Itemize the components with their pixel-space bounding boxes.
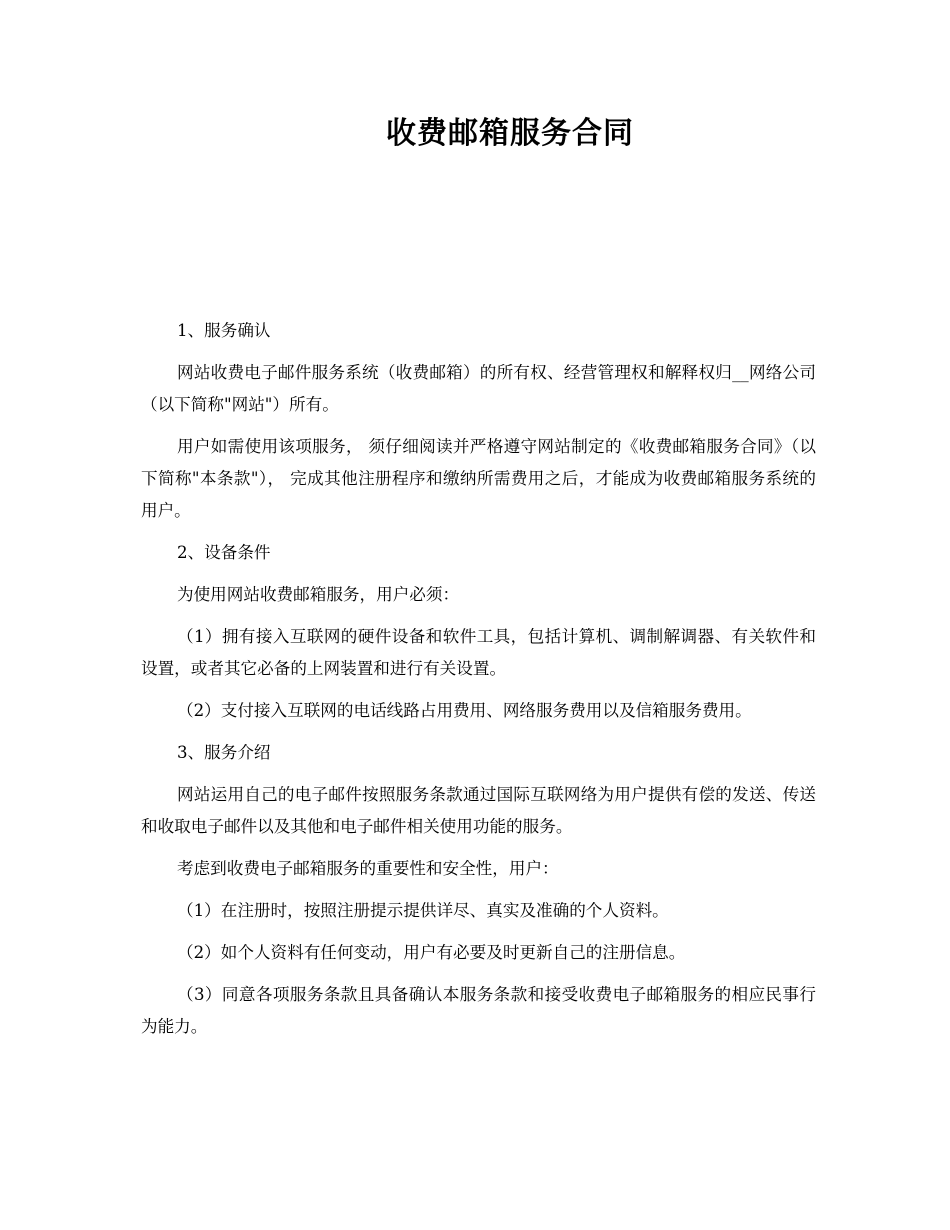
paragraph-security-intro: 考虑到收费电子邮箱服务的重要性和安全性，用户：: [177, 859, 559, 878]
paragraph-ownership: 网站收费电子邮件服务系统（收费邮箱）的所有权、经营管理权和解释权归__网络公司（以下简称"网站"）所有。: [141, 363, 816, 414]
paragraph-user-agreement: 用户如需使用该项服务， 须仔细阅读并严格遵守网站制定的《收费邮箱服务合同》（以下简称"本条款"）， 完成其他注册程序和缴纳所需费用之后，才能成为收费邮箱服务系统的用户。: [141, 437, 816, 520]
document-body: [141, 315, 816, 1053]
list-item-equipment-1: （1）拥有接入互联网的硬件设备和软件工具，包括计算机、调制解调器、有关软件和设置，或者其它必备的上网装置和进行有关设置。: [141, 627, 816, 678]
section-heading-service-confirmation: 1、服务确认: [177, 321, 271, 340]
paragraph-service-description: 网站运用自己的电子邮件按照服务条款通过国际互联网络为用户提供有偿的发送、传送和收取电子邮件以及其他和电子邮件相关使用功能的服务。: [141, 785, 816, 836]
list-item-equipment-2: （2）支付接入互联网的电话线路占用费用、网络服务费用以及信箱服务费用。: [177, 701, 752, 720]
list-item-user-2: （2）如个人资料有任何变动，用户有必要及时更新自己的注册信息。: [177, 943, 686, 962]
section-heading-service-intro: 3、服务介绍: [177, 743, 271, 762]
list-item-user-1: （1）在注册时，按照注册提示提供详尽、真实及准确的个人资料。: [177, 901, 669, 920]
list-item-user-3: （3）同意各项服务条款且具备确认本服务条款和接受收费电子邮箱服务的相应民事行为能力。: [141, 985, 816, 1036]
paragraph-equipment-intro: 为使用网站收费邮箱服务，用户必须：: [177, 585, 460, 604]
section-heading-equipment: 2、设备条件: [177, 543, 271, 562]
document-title: 收费邮箱服务合同: [386, 116, 634, 151]
